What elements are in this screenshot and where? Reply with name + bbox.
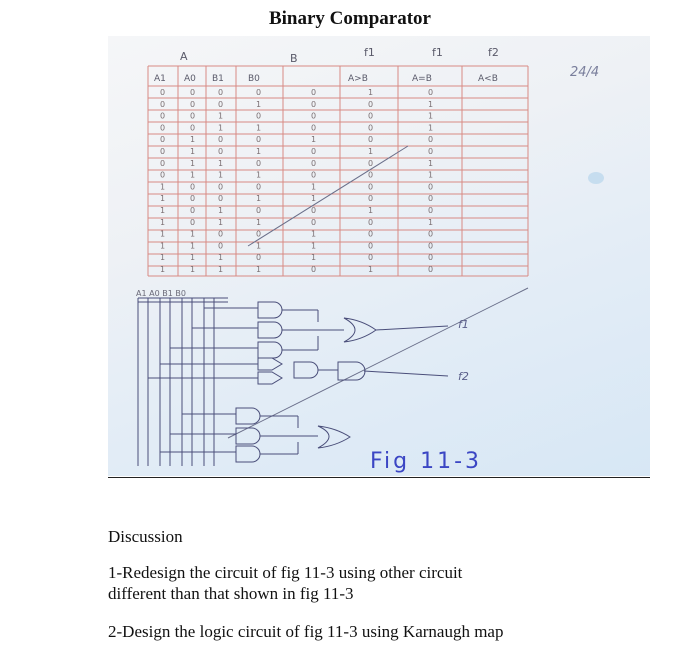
- truth-cell: 1: [428, 217, 434, 227]
- header-group-b: B: [290, 52, 298, 65]
- ink-smudge: [588, 172, 604, 184]
- discussion-heading: Discussion: [108, 527, 183, 546]
- truth-cell: 0: [256, 253, 262, 263]
- buffer-gate: [258, 372, 282, 384]
- truth-cell: 0: [190, 111, 196, 121]
- truth-cell: 1: [428, 99, 434, 109]
- truth-cell: 1: [160, 217, 166, 227]
- truth-cell: 1: [160, 241, 166, 251]
- and-gate: [236, 446, 260, 462]
- truth-cell: 0: [218, 88, 224, 97]
- truth-cell: 0: [218, 99, 224, 109]
- truth-cell: 0: [368, 182, 374, 192]
- truth-cell: 1: [311, 194, 317, 204]
- truth-cell: 0: [160, 158, 166, 168]
- truth-cell: 1: [218, 206, 224, 215]
- col-header: A>B: [348, 74, 368, 84]
- truth-cell: 1: [218, 265, 224, 274]
- truth-cell: 0: [218, 194, 224, 204]
- truth-cell: 0: [368, 111, 374, 121]
- handwritten-figure-photo: [108, 36, 650, 476]
- truth-cell: 1: [368, 147, 374, 156]
- buffer-gate: [258, 358, 282, 370]
- and-gate: [258, 342, 282, 358]
- truth-cell: 0: [256, 182, 262, 192]
- truth-cell: 0: [311, 111, 317, 121]
- truth-cell: 0: [218, 241, 224, 251]
- truth-cell: 1: [428, 158, 434, 168]
- truth-cell: 1: [311, 229, 317, 239]
- truth-cell: 0: [256, 88, 262, 97]
- col-header: A1: [154, 74, 166, 84]
- truth-cell: 0: [256, 158, 262, 168]
- truth-cell: 1: [256, 241, 262, 251]
- truth-cell: 0: [218, 135, 224, 145]
- truth-cell: 1: [218, 217, 224, 227]
- truth-cell: 0: [160, 147, 166, 156]
- truth-cell: 0: [190, 217, 196, 227]
- truth-cell: 1: [256, 123, 262, 133]
- truth-cell: 0: [160, 111, 166, 121]
- truth-cell: 1: [256, 265, 262, 274]
- truth-cell: 0: [160, 88, 166, 97]
- and-gate: [236, 428, 260, 444]
- truth-cell: 1: [256, 217, 262, 227]
- output-f1-label: f1: [458, 318, 469, 331]
- truth-cell: 1: [190, 265, 196, 274]
- truth-cell: 0: [190, 99, 196, 109]
- truth-cell: 0: [311, 170, 317, 180]
- truth-cell: 0: [428, 182, 434, 192]
- divider: [108, 477, 650, 478]
- truth-cell: 0: [311, 206, 317, 215]
- truth-cell: 0: [256, 111, 262, 121]
- truth-cell: 1: [311, 135, 317, 145]
- truth-cell: 1: [190, 170, 196, 180]
- truth-cell: 1: [428, 123, 434, 133]
- truth-cell: 1: [218, 123, 224, 133]
- col-header: B0: [248, 74, 260, 84]
- truth-cell: 0: [218, 182, 224, 192]
- truth-cell: 0: [428, 147, 434, 156]
- truth-table: [160, 88, 433, 274]
- truth-cell: 1: [190, 158, 196, 168]
- truth-cell: 1: [190, 135, 196, 145]
- input-labels: A1 A0 B1 B0: [136, 289, 186, 298]
- truth-cell: 1: [160, 182, 166, 192]
- truth-cell: 1: [368, 206, 374, 215]
- truth-cell: 0: [368, 99, 374, 109]
- truth-cell: 1: [256, 147, 262, 156]
- truth-cell: 1: [218, 170, 224, 180]
- truth-cell: 1: [160, 206, 166, 215]
- truth-cell: 1: [368, 88, 374, 97]
- truth-cell: 0: [368, 194, 374, 204]
- truth-cell: 0: [368, 253, 374, 263]
- truth-cell: 0: [311, 88, 317, 97]
- or-gate: [344, 318, 376, 342]
- truth-cell: 1: [160, 253, 166, 263]
- truth-cell: 0: [190, 206, 196, 215]
- truth-cell: 0: [311, 217, 317, 227]
- truth-cell: 0: [368, 241, 374, 251]
- truth-cell: 1: [190, 241, 196, 251]
- truth-cell: 0: [190, 88, 196, 97]
- truth-cell: 0: [428, 229, 434, 239]
- truth-cell: 0: [428, 88, 434, 97]
- truth-cell: 0: [160, 170, 166, 180]
- truth-cell: 1: [311, 241, 317, 251]
- truth-cell: 0: [190, 194, 196, 204]
- figure-drawing: [108, 36, 650, 476]
- truth-cell: 0: [428, 135, 434, 145]
- truth-cell: 0: [160, 135, 166, 145]
- truth-cell: 0: [311, 158, 317, 168]
- figure-caption: Fig 11-3: [370, 449, 483, 474]
- truth-cell: 0: [160, 123, 166, 133]
- truth-cell: 0: [428, 241, 434, 251]
- header-group-a: A: [180, 50, 188, 63]
- truth-cell: 0: [218, 147, 224, 156]
- and-gate: [258, 322, 282, 338]
- truth-cell: 0: [428, 253, 434, 263]
- truth-cell: 0: [311, 123, 317, 133]
- truth-cell: 1: [368, 265, 374, 274]
- page-title: Binary Comparator: [268, 8, 431, 29]
- col-header: A0: [184, 74, 196, 84]
- header-f3: f2: [488, 46, 499, 59]
- truth-cell: 0: [428, 206, 434, 215]
- truth-cell: 0: [368, 229, 374, 239]
- truth-cell: 0: [368, 158, 374, 168]
- truth-cell: 1: [311, 253, 317, 263]
- truth-cell: 1: [311, 182, 317, 192]
- truth-cell: 1: [190, 229, 196, 239]
- header-f1: f1: [364, 46, 375, 59]
- truth-cell: 1: [256, 99, 262, 109]
- truth-cell: 0: [190, 182, 196, 192]
- truth-cell: 1: [190, 147, 196, 156]
- truth-cell: 1: [256, 194, 262, 204]
- truth-cell: 0: [311, 147, 317, 156]
- header-f2: f1: [432, 46, 443, 59]
- and-gate: [294, 362, 318, 378]
- truth-cell: 0: [428, 194, 434, 204]
- truth-cell: 0: [311, 99, 317, 109]
- strike-line: [248, 146, 408, 246]
- truth-cell: 0: [368, 217, 374, 227]
- truth-cell: 0: [190, 123, 196, 133]
- truth-cell: 0: [368, 135, 374, 145]
- grade-mark: 24/4: [570, 65, 600, 80]
- or-gate: [318, 426, 350, 448]
- truth-cell: 1: [256, 170, 262, 180]
- truth-cell: 0: [368, 123, 374, 133]
- truth-cell: 1: [218, 253, 224, 263]
- truth-cell: 1: [160, 194, 166, 204]
- truth-cell: 1: [428, 111, 434, 121]
- col-header: A=B: [412, 74, 432, 84]
- and-gate: [258, 302, 282, 318]
- truth-cell: 1: [218, 158, 224, 168]
- truth-cell: 1: [160, 229, 166, 239]
- truth-cell: 0: [160, 99, 166, 109]
- truth-cell: 0: [368, 170, 374, 180]
- truth-cell: 1: [190, 253, 196, 263]
- truth-cell: 0: [256, 206, 262, 215]
- truth-cell: 0: [428, 265, 434, 274]
- discussion-item-1-line-1: 1-Redesign the circuit of fig 11-3 using other circuit: [108, 563, 463, 582]
- truth-cell: 1: [428, 170, 434, 180]
- col-header: B1: [212, 74, 224, 84]
- output-f2-label: f2: [458, 370, 469, 383]
- truth-cell: 0: [256, 229, 262, 239]
- truth-cell: 1: [160, 265, 166, 274]
- truth-cell: 1: [218, 111, 224, 121]
- col-header: A<B: [478, 74, 498, 84]
- truth-cell: 0: [311, 265, 317, 274]
- truth-cell: 0: [218, 229, 224, 239]
- discussion-item-2: 2-Design the logic circuit of fig 11-3 using Karnaugh map: [108, 622, 504, 641]
- discussion-item-1-line-2: different than that shown in fig 11-3: [108, 584, 354, 603]
- and-gate: [236, 408, 260, 424]
- truth-cell: 0: [256, 135, 262, 145]
